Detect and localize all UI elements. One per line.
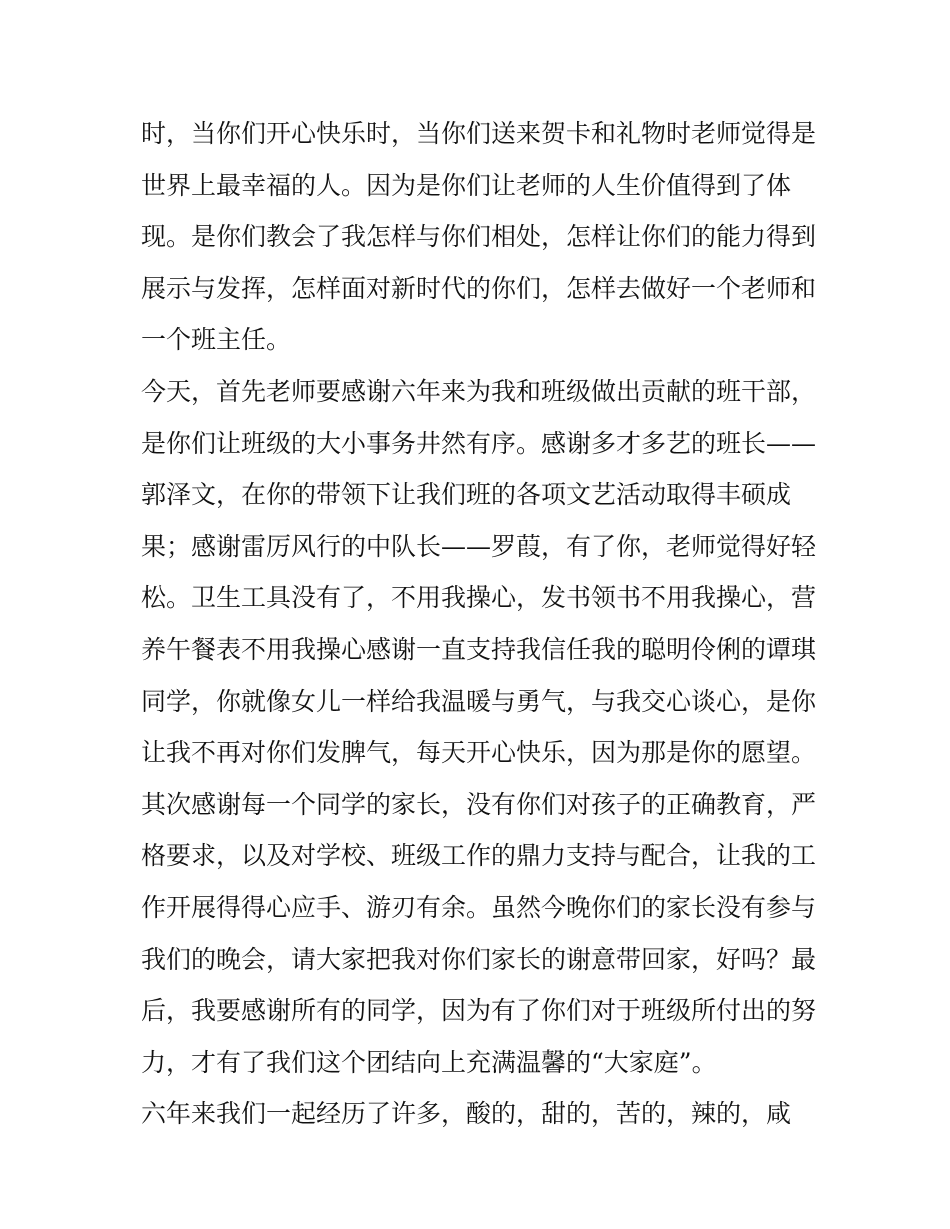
text-line: 六年来我们一起经历了许多，酸的，甜的，苦的，辣的，咸 xyxy=(141,1099,792,1129)
text-line: 世界上最幸福的人。因为是你们让老师的人生价值得到了体 xyxy=(141,170,792,200)
text-line: 作开展得得心应手、游刃有余。虽然今晚你们的家长没有参与 xyxy=(141,892,817,922)
text-line: 果；感谢雷厉风行的中队长——罗葭，有了你，老师觉得好轻 xyxy=(141,531,817,561)
text-line: 一个班主任。 xyxy=(141,325,292,355)
text-line: 郭泽文，在你的带领下让我们班的各项文艺活动取得丰硕成 xyxy=(141,480,792,510)
text-line: 后，我要感谢所有的同学，因为有了你们对于班级所付出的努 xyxy=(141,996,817,1026)
text-line: 展示与发挥，怎样面对新时代的你们，怎样去做好一个老师和 xyxy=(141,273,817,303)
text-line: 格要求，以及对学校、班级工作的鼎力支持与配合，让我的工 xyxy=(141,841,817,871)
text-line: 同学，你就像女儿一样给我温暖与勇气，与我交心谈心，是你 xyxy=(141,686,817,716)
text-line: 现。是你们教会了我怎样与你们相处，怎样让你们的能力得到 xyxy=(141,222,817,252)
document-body xyxy=(141,108,821,1140)
text-line: 让我不再对你们发脾气，每天开心快乐，因为那是你的愿望。 xyxy=(141,738,817,768)
text-line: 松。卫生工具没有了，不用我操心，发书领书不用我操心，营 xyxy=(141,583,817,613)
text-line: 养午餐表不用我操心感谢一直支持我信任我的聪明伶俐的谭琪 xyxy=(141,634,817,664)
text-line: 时，当你们开心快乐时，当你们送来贺卡和礼物时老师觉得是 xyxy=(141,119,817,148)
text-line: 其次感谢每一个同学的家长，没有你们对孩子的正确教育，严 xyxy=(141,789,817,819)
text-line: 力，才有了我们这个团结向上充满温馨的“大家庭”。 xyxy=(141,1047,717,1077)
text-line: 是你们让班级的大小事务井然有序。感谢多才多艺的班长—— xyxy=(141,428,817,458)
text-line: 我们的晚会，请大家把我对你们家长的谢意带回家，好吗？最 xyxy=(141,944,817,974)
text-line: 今天，首先老师要感谢六年来为我和班级做出贡献的班干部， xyxy=(141,376,817,406)
